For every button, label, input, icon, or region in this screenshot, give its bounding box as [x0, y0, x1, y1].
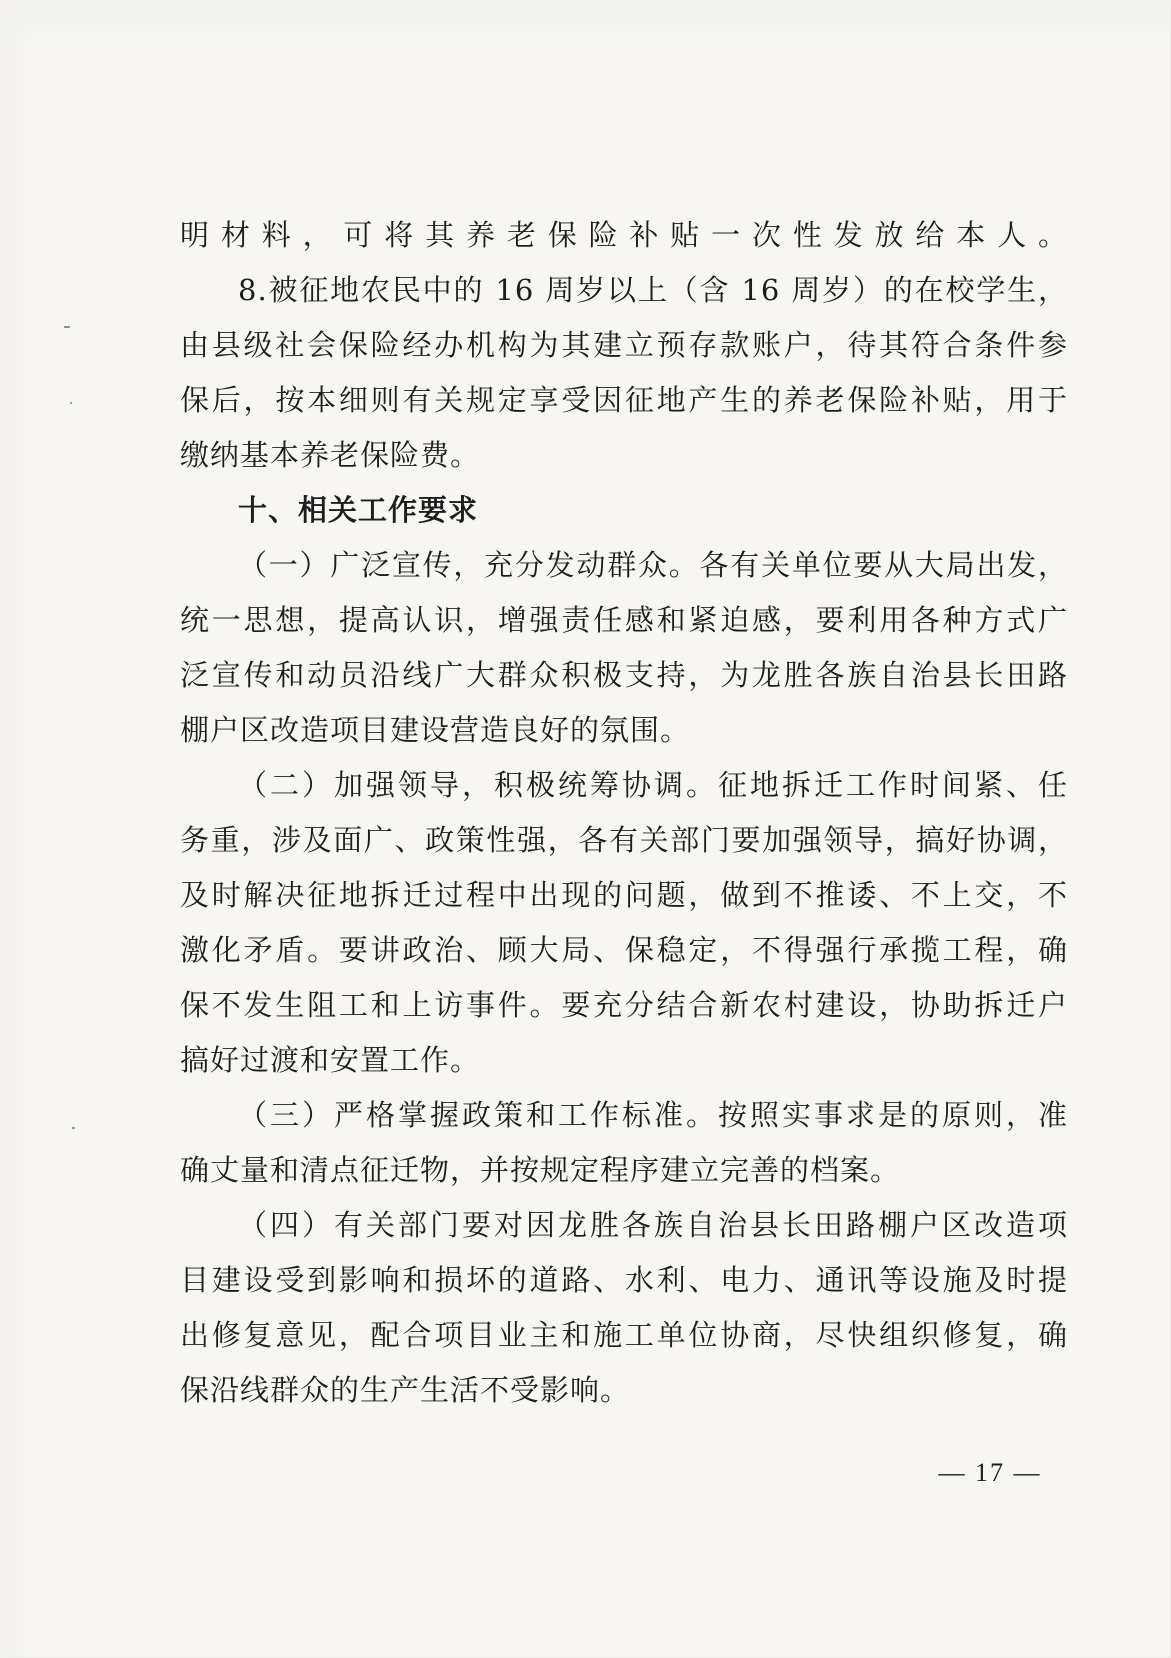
- text-line: （三）严格掌握政策和工作标准。按照实事求是的原则，准: [238, 1098, 1068, 1132]
- text-line: 棚户区改造项目建设营造良好的氛围。: [180, 713, 691, 747]
- text-line: 保不发生阻工和上访事件。要充分结合新农村建设，协助拆迁户: [180, 988, 1068, 1022]
- scan-shadow-left: [0, 0, 30, 1658]
- scan-speck: [72, 1127, 75, 1129]
- text-line: 统一思想，提高认识，增强责任感和紧迫感，要利用各种方式广: [180, 603, 1068, 637]
- text-line: 及时解决征地拆迁过程中出现的问题，做到不推诿、不上交，不: [180, 878, 1068, 912]
- page-number: — 17 —: [938, 1458, 1042, 1487]
- text-line: 缴纳基本养老保险费。: [180, 438, 481, 472]
- text-line: （一）广泛宣传，充分发动群众。各有关单位要从大局出发，: [238, 548, 1068, 582]
- text-line: 务重，涉及面广、政策性强，各有关部门要加强领导，搞好协调，: [180, 823, 1068, 857]
- text-line: （四）有关部门要对因龙胜各族自治县长田路棚户区改造项: [238, 1208, 1068, 1242]
- text-line: 出修复意见，配合项目业主和施工单位协商，尽快组织修复，确: [180, 1318, 1068, 1352]
- text-line: 泛宣传和动员沿线广大群众积极支持，为龙胜各族自治县长田路: [180, 658, 1068, 692]
- text-line: 激化矛盾。要讲政治、顾大局、保稳定，不得强行承揽工程，确: [180, 933, 1068, 967]
- text-line: 8.被征地农民中的 16 周岁以上（含 16 周岁）的在校学生，: [238, 273, 1068, 307]
- text-line: 确丈量和清点征迁物，并按规定程序建立完善的档案。: [180, 1153, 901, 1187]
- document-body: [180, 208, 1068, 1418]
- text-line: 保后，按本细则有关规定享受因征地产生的养老保险补贴，用于: [180, 383, 1068, 417]
- scan-speck: [64, 326, 70, 328]
- text-line: 由县级社会保险经办机构为其建立预存款账户，待其符合条件参: [180, 328, 1068, 362]
- scan-speck: [70, 402, 72, 404]
- text-line: 搞好过渡和安置工作。: [180, 1043, 481, 1077]
- text-line: 保沿线群众的生产生活不受影响。: [180, 1373, 631, 1407]
- text-line: 目建设受到影响和损坏的道路、水利、电力、通讯等设施及时提: [180, 1263, 1068, 1297]
- text-line: （二）加强领导，积极统筹协调。征地拆迁工作时间紧、任: [238, 768, 1068, 802]
- scan-shadow-top: [0, 0, 1171, 40]
- section-heading: 十、相关工作要求: [238, 493, 479, 527]
- text-line: 明材料，可将其养老保险补贴一次性发放给本人。: [180, 218, 1068, 252]
